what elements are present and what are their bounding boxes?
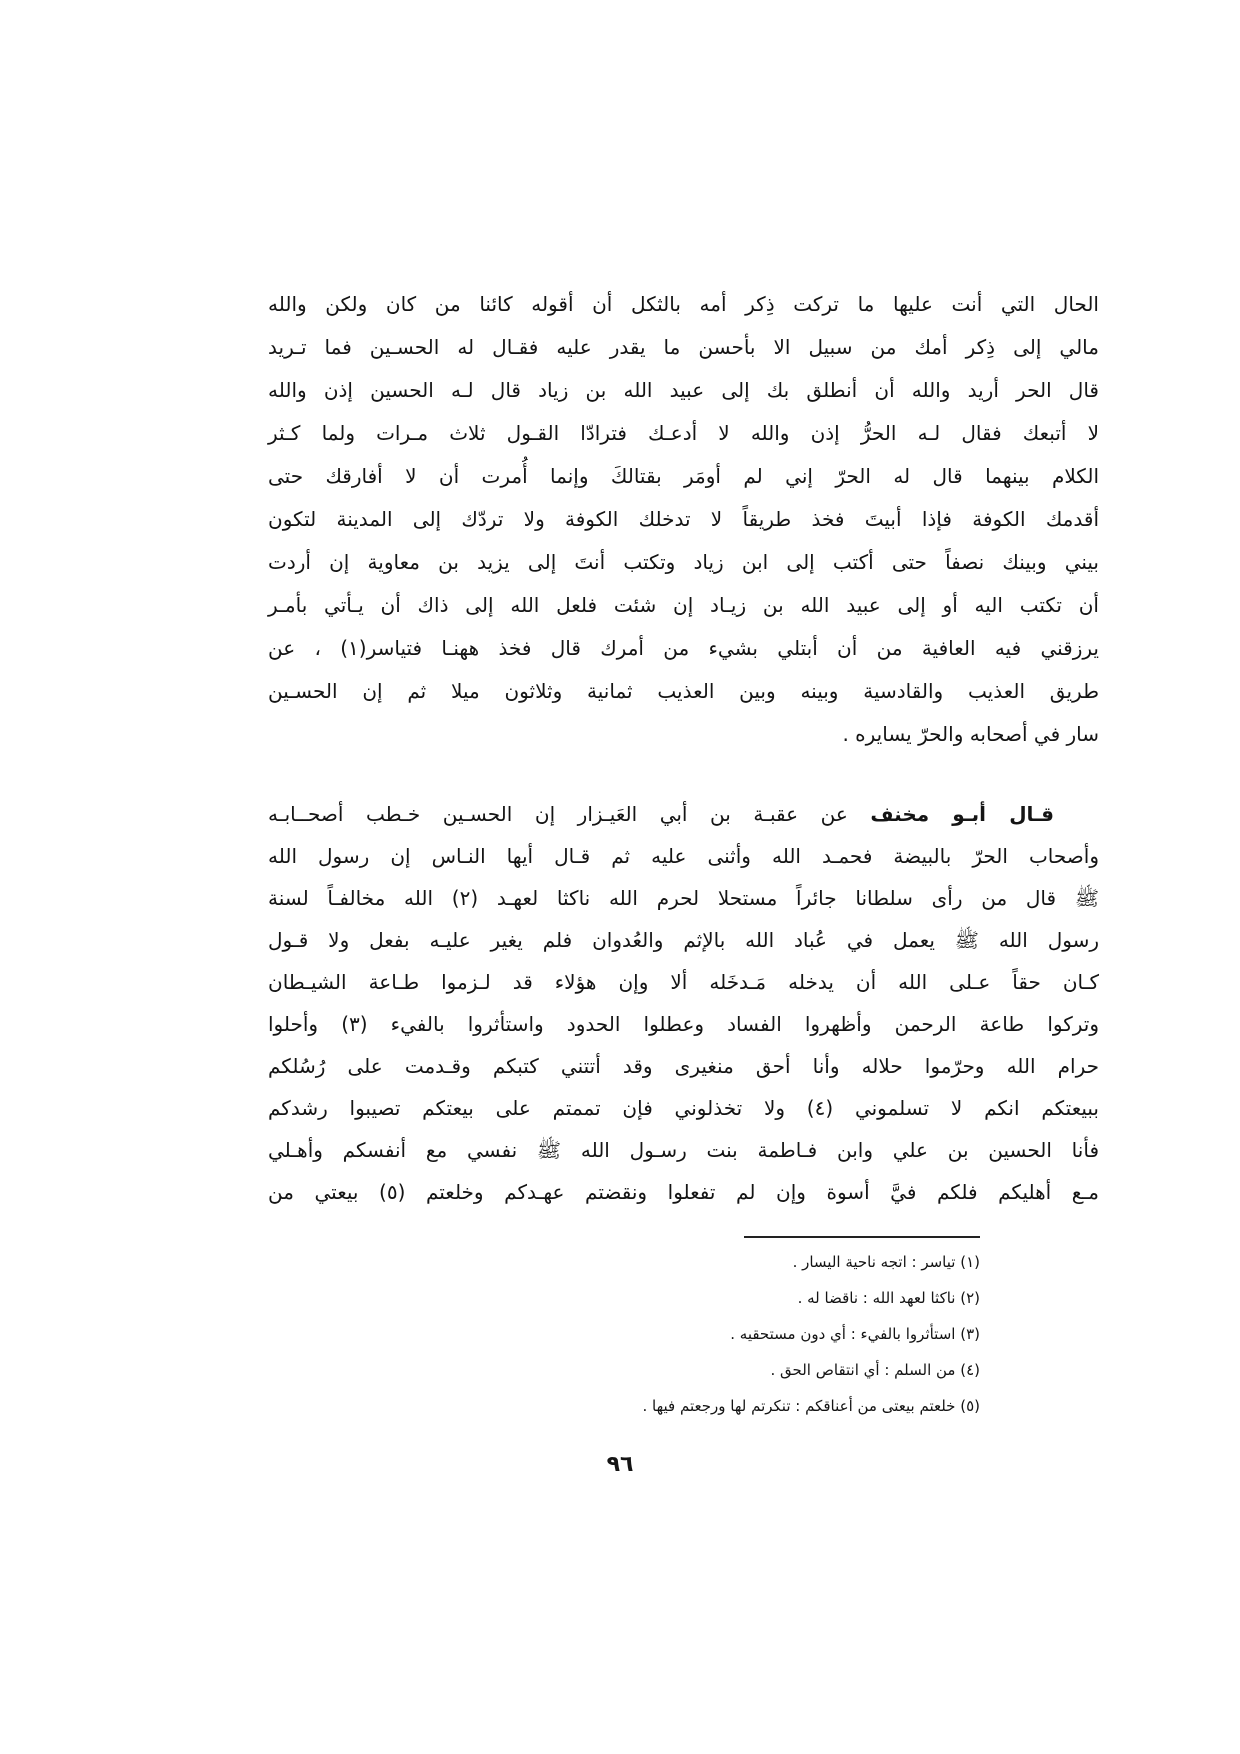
text-line: وتركوا طاعة الرحمن وأظهروا الفساد وعطلوا الحدود واستأثروا بالفيء (٣) وأحلوا [268,1012,1099,1036]
text-line: يرزقني فيه العافية من أن أبتلي بشيء من أمرك قال فخذ ههنـا فتياسر(١) ، عن [268,636,1099,660]
page-number: ٩٦ [606,1452,634,1477]
footnote: (٤) من السلم : أي انتقاص الحق . [770,1361,980,1379]
text-line: الحال التي أنت عليها ما تركت ذِكر أمه بالثكل أن أقوله كائنا من كان ولكن والله [268,292,1099,316]
text-line: أقدمك الكوفة فإذا أبيتَ فخذ طريقاً لا تدخلك الكوفة ولا تردّك إلى المدينة لتكون [268,507,1099,531]
text-line [268,793,1099,835]
text-line: الكلام بينهما قال له الحرّ إني لم أومَر بقتالكَ وإنما أُمرت أن لا أفارقك حتى [268,464,1099,488]
footnote-list [500,1244,980,1424]
text-line: لا أتبعك فقال لـه الحرُّ إذن والله لا أدعـك فترادّا القـول ثلاث مـرات ولما كـثر [268,421,1099,445]
text-line: ﷺ قال من رأى سلطانا جائراً مستحلا لحرم الله ناكثا لعهـد (٢) الله مخالفـاً لسنة [268,886,1099,910]
text-line: فأنا الحسين بن علي وابن فـاطمة بنت رسـول الله ﷺ نفسي مع أنفسكم وأهـلي [268,1138,1099,1162]
first-line-text: عن عقبـة بن أبي العَيـزار إن الحسـين خـطب أصحــابـه [268,802,871,826]
text-line: حرام الله وحرّموا حلاله وأنا أحق منغيرى وقد أتتني كتبكم وقـدمت على رُسُلكم [268,1054,1099,1078]
text-line: مالي إلى ذِكر أمك من سبيل الا بأحسن ما يقدر عليه فقـال له الحسـين فما تـريد [268,335,1099,359]
text-line: وأصحاب الحرّ بالبيضة فحمـد الله وأثنى عليه ثم قـال أيها النـاس إن رسول الله [268,844,1099,868]
text-line: قال الحر أريد والله أن أنطلق بك إلى عبيد الله بن زياد قال لـه الحسين إذن والله [268,378,1099,402]
paragraph-1 [268,283,1099,756]
footnote: (٢) ناكثا لعهد الله : ناقضا له . [797,1289,980,1307]
text-line: طريق العذيب والقادسية وبينه وبين العذيب ثمانية وثلاثون ميلا ثم إن الحسـين [268,679,1099,703]
text-line: أن تكتب اليه أو إلى عبيد الله بن زيـاد إن شئت فلعل الله إلى ذاك أن يـأتي بأمـر [268,593,1099,617]
footnote: (٣) استأثروا بالفيء : أي دون مستحقيه . [730,1325,980,1343]
text-line: بيني وبينك نصفاً حتى أكتب إلى ابن زياد وتكتب أنتَ إلى يزيد بن معاوية إن أردت [268,550,1099,574]
text-line: ببيعتكم انكم لا تسلموني (٤) ولا تخذلوني فإن تممتم على بيعتكم تصيبوا رشدكم [268,1096,1099,1120]
text-line: مـع أهليكم فلكم فيَّ أسوة وإن لم تفعلوا ونقضتم عهـدكم وخلعتم (٥) بيعتي من [268,1180,1099,1204]
text-line: كـان حقاً عـلى الله أن يدخله مَـدخَله ألا وإن هؤلاء قد لـزموا طـاعة الشيـطان [268,970,1099,994]
footnote: (٥) خلعتم بيعتى من أعناقكم : تنكرتم لها ورجعتم فيها . [642,1397,980,1415]
footnote-divider [744,1236,980,1238]
text-line: رسول الله ﷺ يعمل في عُباد الله بالإثم والعُدوان فلم يغير عليـه بفعل ولا قـول [268,928,1099,952]
text-line: سار في أصحابه والحرّ يسايره . [842,722,1099,746]
footnote: (١) تياسر : اتجه ناحية اليسار . [792,1253,980,1271]
paragraph-2 [268,793,1099,1213]
lead-phrase: قـال أبـو مخنف [870,802,1054,826]
